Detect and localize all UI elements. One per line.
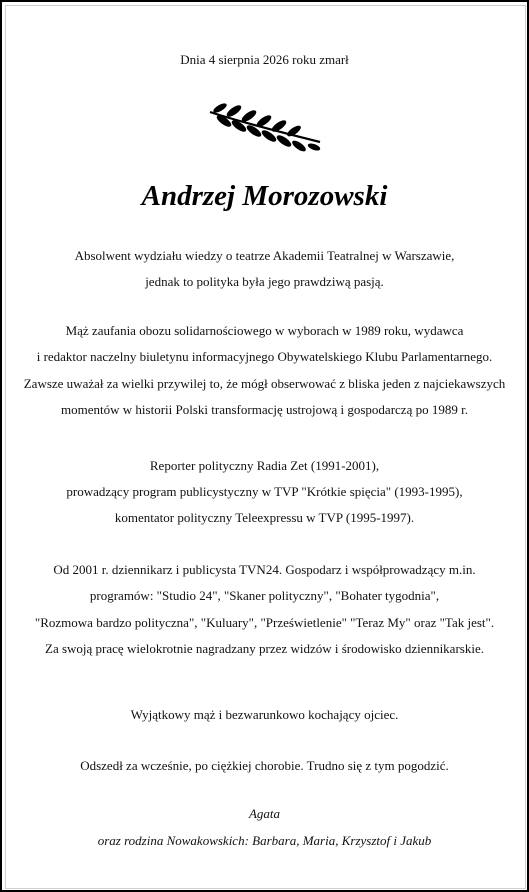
intro-line: Dnia 4 sierpnia 2026 roku zmarł [180,52,349,67]
para3-line-3: komentator polityczny Teleexpressu w TVP (1995-1997). [114,510,415,525]
para2-line-3: Zawsze uważał za wielki przywilej to, że mógł obserwować z bliska jeden z najciekawszych [23,376,506,391]
signature-first: Agata [248,806,281,821]
laurel-branch-icon [204,102,326,160]
para4-line-1: Od 2001 r. dziennikarz i publicysta TVN24. Gospodarz i współprowadzący m.in. [53,562,476,577]
para3-line-1: Reporter polityczny Radia Zet (1991-2001), [149,458,380,473]
para2-line-4: momentów w historii Polski transformację ustrojową i gospodarczą po 1989 r. [61,402,468,417]
para1-line-1: Absolwent wydziału wiedzy o teatrze Akademii Teatralnej w Warszawie, [74,248,455,263]
para4-line-2: programów: "Studio 24", "Skaner polityczny", "Bohater tygodnia", [89,588,440,603]
para2-line-1: Mąż zaufania obozu solidarnościowego w wyborach w 1989 roku, wydawca [65,323,464,338]
para4-line-3: "Rozmowa bardzo polityczna", "Kuluary", "Prześwietlenie" "Teraz My" oraz "Tak jest". [34,615,495,630]
para1-line-2: jednak to polityka była jego prawdziwą pasją. [145,274,384,289]
para6-line: Odszedł za wcześnie, po ciężkiej chorobie. Trudno się z tym pogodzić. [80,758,449,773]
para4-line-4: Za swoją pracę wielokrotnie nagradzany przez widzów i środowisko dziennikarskie. [45,641,484,656]
signature-family: oraz rodzina Nowakowskich: Barbara, Maria, Krzysztof i Jakub [97,833,432,848]
para3-line-2: prowadzący program publicystyczny w TVP "Krótkie spięcia" (1993-1995), [66,484,463,499]
para5-line: Wyjątkowy mąż i bezwarunkowo kochający ojciec. [130,707,399,722]
deceased-name: Andrzej Morozowski [141,180,388,212]
para2-line-2: i redaktor naczelny biuletynu informacyjnego Obywatelskiego Klubu Parlamentarnego. [36,349,493,364]
